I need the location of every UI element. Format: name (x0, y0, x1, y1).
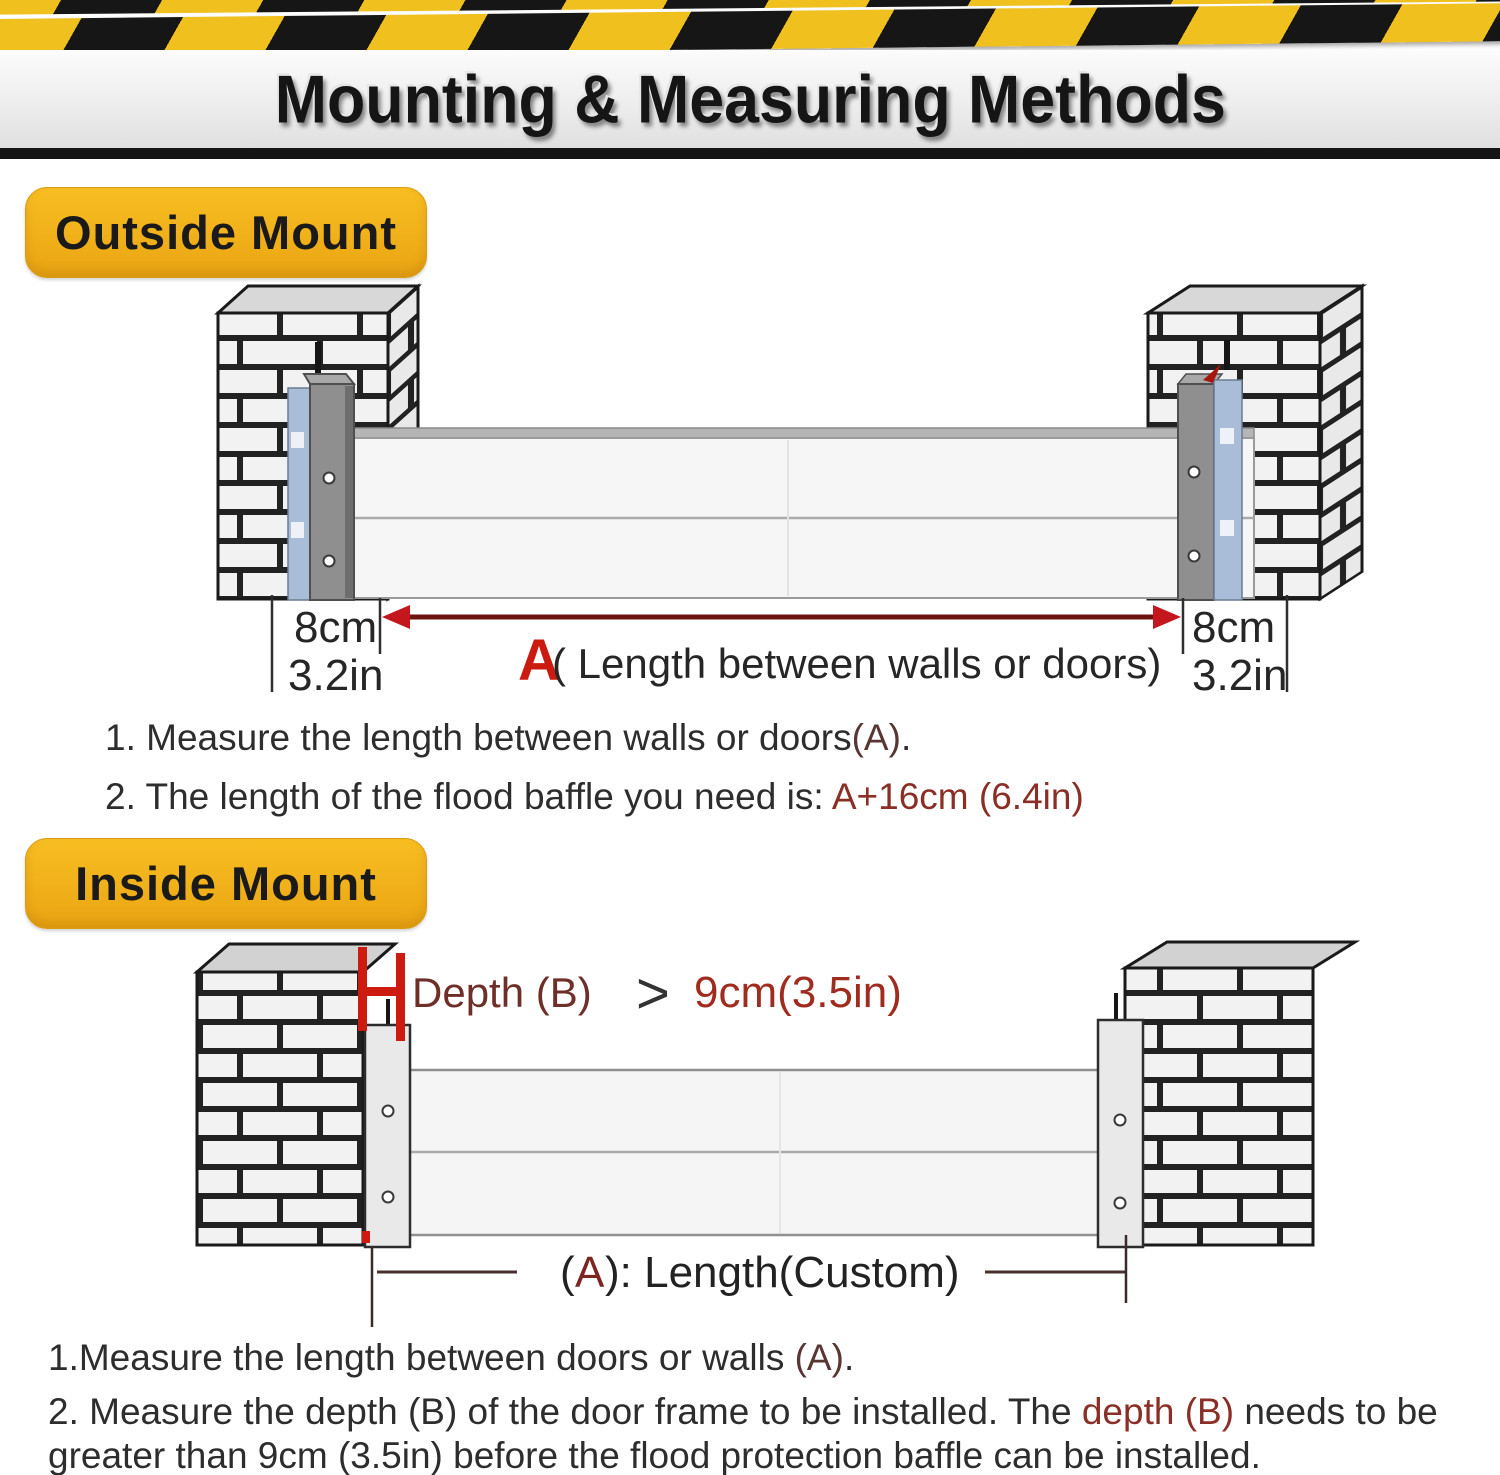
depth-value-text: 9cm(3.5in) (694, 968, 902, 1017)
outside-flood-barrier (346, 428, 1254, 598)
outside-mount-diagram (0, 280, 1500, 710)
inside-right-pillar (1125, 942, 1355, 1245)
right-cm-label: 8cm (1192, 603, 1276, 652)
depth-label (412, 961, 902, 1026)
outside-step-2-prefix: 2. The length of the flood baffle you need is: (105, 776, 832, 817)
inside-step-1-prefix: 1.Measure the length between doors or walls (48, 1337, 795, 1378)
outside-step-1 (105, 716, 1475, 760)
outside-step-1-highlight: (A) (851, 717, 901, 758)
inside-step-2-suffix: needs to be greater than 9cm (3.5in) before the flood protection baffle can be installed. (48, 1391, 1438, 1475)
length-open-paren: ( (560, 1248, 575, 1297)
inside-step-1 (48, 1336, 1480, 1380)
header-divider-bar (0, 148, 1500, 159)
outside-mount-badge (25, 187, 427, 278)
inside-flood-barrier (408, 1070, 1100, 1235)
inside-instructions (48, 1336, 1480, 1475)
outside-step-1-prefix: 1. Measure the length between walls or doors (105, 717, 852, 758)
arrowhead-right-icon (1153, 605, 1181, 629)
outside-step-2 (105, 775, 1475, 819)
inside-step-2-highlight: depth (B) (1081, 1391, 1235, 1432)
length-text: ): Length(Custom) (605, 1248, 960, 1297)
left-cm-label: 8cm (294, 603, 378, 652)
outside-step-2-highlight: A+16cm (6.4in) (831, 776, 1084, 817)
inside-mount-badge (25, 838, 427, 929)
outside-mount-badge-label: Outside Mount (55, 206, 397, 259)
depth-gt-sign: > (636, 961, 670, 1026)
inside-length-label (560, 1248, 960, 1297)
arrowhead-left-icon (382, 605, 410, 629)
page-title: Mounting & Measuring Methods (274, 60, 1226, 138)
right-in-label: 3.2in (1192, 651, 1288, 700)
span-label-A: A (518, 628, 560, 693)
inside-step-1-highlight: (A) (794, 1337, 844, 1378)
length-A: A (575, 1248, 605, 1297)
inside-step-1-suffix: . (843, 1337, 855, 1378)
inside-step-2 (48, 1390, 1480, 1475)
outside-instructions (105, 716, 1475, 834)
inside-mount-diagram (0, 935, 1500, 1335)
inside-step-2-prefix: 2. Measure the depth (B) of the door frame to be installed. The (48, 1391, 1082, 1432)
inside-right-bracket (1098, 993, 1143, 1247)
depth-label-text: Depth (B) (412, 969, 592, 1016)
caution-tape (0, 0, 1500, 56)
title-band (0, 50, 1500, 148)
span-label-text: ( Length between walls or doors) (552, 640, 1162, 687)
left-in-label: 3.2in (288, 651, 384, 700)
outside-step-1-suffix: . (900, 717, 912, 758)
inside-mount-badge-label: Inside Mount (75, 857, 377, 910)
